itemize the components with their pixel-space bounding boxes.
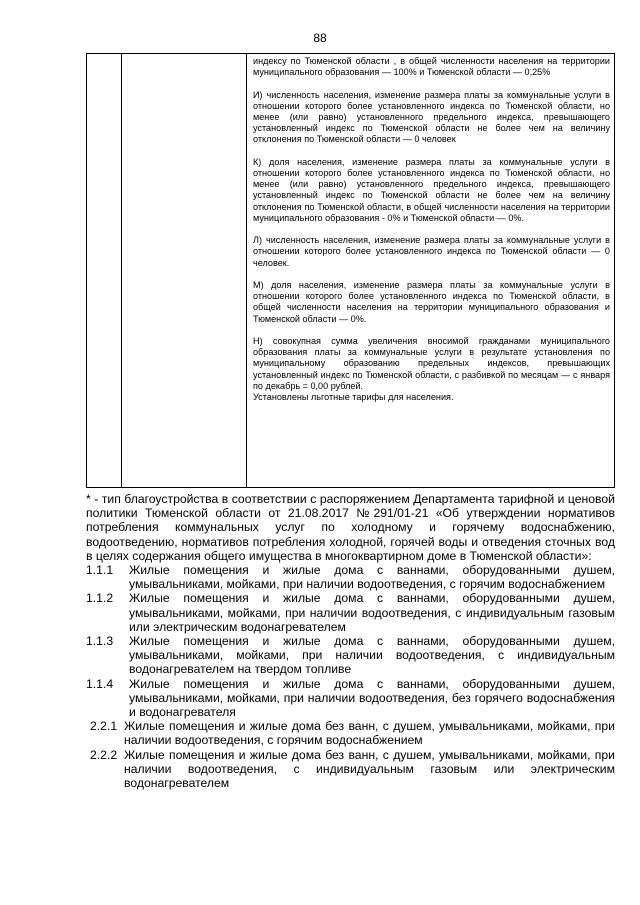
item-number: 1.1.4 — [86, 676, 114, 691]
list-item — [86, 719, 615, 747]
item-number: 2.2.1 — [90, 719, 118, 734]
item-text: Жилые помещения и жилые дома с ваннами, оборудованными душем, умывальниками, мойками, при наличии водоотведения, без горячего водоснабжения и водонагревателя — [129, 676, 615, 720]
footnote: * - тип благоустройства в соответствии с распоряжением Департамента тарифной и ценовой политики Тюменской области от 21.08.2017 №291/01-21 «Об утверждении нормативов потребления коммунальных услуг по холодному и горячему водоснабжению, водоотведению, нормативов потребления холодной, горячей воды и отведения сточных вод в целях содержания общего имущества в многоквартирном доме в Тюменской области»: — [86, 492, 615, 563]
list-item — [86, 748, 615, 791]
column-divider — [121, 54, 122, 487]
item-number: 1.1.2 — [86, 591, 114, 606]
list-item — [86, 677, 615, 720]
item-text: Жилые помещения и жилые дома с ваннами, оборудованными душем, умывальниками, мойками, при наличии водоотведения, с горячим водоснабжением — [129, 563, 615, 592]
cell-paragraph: индексу по Тюменской области , в общей численности населения на территории муниципального образования — 100% и Тюменской области — 0,25% — [253, 56, 610, 78]
indicator-table — [86, 53, 615, 488]
cell-paragraph-i: И) численность населения, изменение размера платы за коммунальные услуги в отношении которого более установленного индекса по Тюменской области, но менее (или равно) установленного предельного индекса, превышающего установленный индекс по Тюменской области не более чем на величину отклонения по Тюменской области — 0 человек — [253, 89, 610, 145]
item-text: Жилые помещения и жилые дома без ванн, с душем, умывальниками, мойками, при наличии водоотведения, с горячим водоснабжением — [124, 719, 615, 748]
table-cell-text — [253, 56, 610, 403]
list-item — [86, 563, 615, 591]
list-item — [86, 591, 615, 634]
list-item — [86, 634, 615, 677]
footnote-section — [86, 492, 615, 790]
item-text: Жилые помещения и жилые дома с ваннами, оборудованными душем, умывальниками, мойками, при наличии водоотведения, с индивидуальным газовым или электрическим водонагревателем — [129, 591, 615, 634]
column-divider — [246, 54, 247, 487]
page-number: 88 — [313, 31, 327, 45]
cell-paragraph-n: Н) совокупная сумма увеличения вносимой гражданами муниципального образования платы за коммунальные услуги в результате установления по муниципальному образованию предельных индексов, превышающих установленный индекс по Тюменской области, с разбивкой по месяцам — с января по декабрь = 0,00 рублей. — [253, 336, 610, 391]
cell-paragraph-m: М) доля населения, изменение размера платы за коммунальные услуги в отношении которого более установленного индекса по Тюменской области, в общей численности населения на территории муниципального образования и Тюменской области — 0%. — [253, 280, 610, 324]
cell-paragraph-k: К) доля населения, изменение размера платы за коммунальные услуги в отношении которого более установленного индекса по Тюменской области, но менее (или равно) установленного предельного индекса, превышающего установленный индекс по Тюменской области не более чем на величину отклонения по Тюменской области, в общей численности населения на территории муниципального образования - 0% и Тюменской области — 0%. — [253, 156, 610, 223]
cell-paragraph-l: Л) численность населения, изменение размера платы за коммунальные услуги в отношении которого более установленного индекса по Тюменской области — 0 человек. — [253, 235, 610, 268]
cell-paragraph-tariffs: Установлены льготные тарифы для населения. — [253, 392, 454, 403]
item-number: 1.1.3 — [86, 634, 114, 649]
item-text: Жилые помещения и жилые дома без ванн, с душем, умывальниками, мойками, при наличии водоотведения, с индивидуальным газовым или электрическим водонагревателем — [124, 747, 615, 791]
item-text: Жилые помещения и жилые дома с ваннами, оборудованными душем, умывальниками, мойками, при наличии водоотведения, с индивидуальным водонагревателем на твердом топливе — [129, 634, 615, 677]
item-number: 1.1.1 — [86, 563, 114, 578]
item-number: 2.2.2 — [90, 747, 118, 762]
